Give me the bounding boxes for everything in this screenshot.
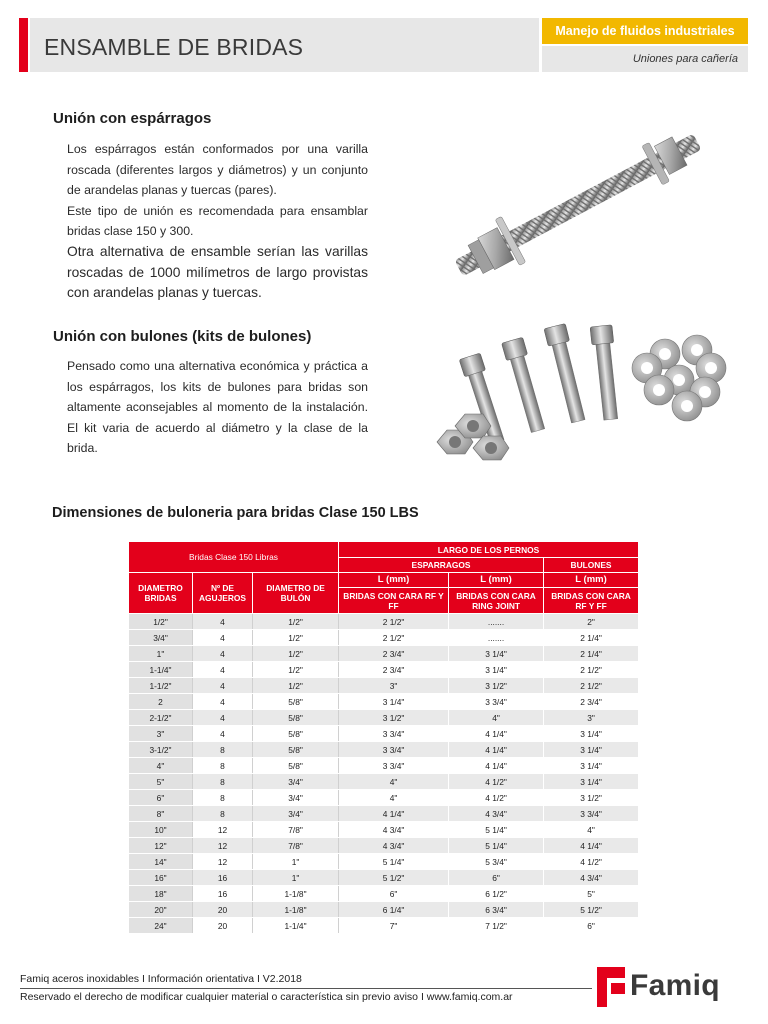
stud-bolt-image xyxy=(438,130,718,280)
bolt-kit-image xyxy=(425,322,747,482)
table-cell: 4 1/2" xyxy=(449,790,544,806)
table-cell: ....... xyxy=(449,614,544,630)
table-cell: 7" xyxy=(339,918,449,934)
header-accent-bar xyxy=(19,18,28,72)
table-cell: 3 3/4" xyxy=(449,694,544,710)
table-cell: 8 xyxy=(193,758,253,774)
table-cell: 4 1/4" xyxy=(449,726,544,742)
table-cell: 2" xyxy=(544,614,639,630)
table-cell: 20 xyxy=(193,902,253,918)
table-cell: 7 1/2" xyxy=(449,918,544,934)
table-cell: 2-1/2" xyxy=(129,710,193,726)
table-cell: 18" xyxy=(129,886,193,902)
table-cell: 4 1/4" xyxy=(449,742,544,758)
table-cell: 8 xyxy=(193,806,253,822)
table-cell: 4 1/4" xyxy=(449,758,544,774)
paragraph: Los espárragos están conformados por una varilla roscada (diferentes largos y diámetros) y un conjunto de arandelas planas y tuercas (pares). xyxy=(67,142,368,198)
table-cell: 3 3/4" xyxy=(339,726,449,742)
table-cell: 2 3/4" xyxy=(544,694,639,710)
table-cell: 20" xyxy=(129,902,193,918)
category-badge xyxy=(542,18,748,44)
table-cell: 6" xyxy=(339,886,449,902)
table-cell: 14" xyxy=(129,854,193,870)
table-cell: 1-1/2" xyxy=(129,678,193,694)
table-cell: 4 xyxy=(193,694,253,710)
table-cell: 3 1/4" xyxy=(449,662,544,678)
table-cell: 12 xyxy=(193,838,253,854)
table-cell: 4" xyxy=(129,758,193,774)
table-cell: 1/2" xyxy=(253,678,339,694)
table-row xyxy=(129,854,639,870)
table-cell: 1/2" xyxy=(253,646,339,662)
table-cell: 5/8" xyxy=(253,694,339,710)
table-cell: 4 1/4" xyxy=(544,838,639,854)
table-row xyxy=(129,918,639,934)
esparragos-header: ESPARRAGOS xyxy=(339,558,544,573)
bolt-dimensions-table xyxy=(128,541,639,934)
header-title-box xyxy=(30,18,539,72)
subcategory-box xyxy=(542,46,748,72)
table-cell: 16 xyxy=(193,886,253,902)
table-cell: 20 xyxy=(193,918,253,934)
table-cell: 4" xyxy=(339,790,449,806)
table-row xyxy=(129,902,639,918)
table-cell: 12" xyxy=(129,838,193,854)
table-cell: 6 3/4" xyxy=(449,902,544,918)
table-cell: 4" xyxy=(544,822,639,838)
table-cell: 6" xyxy=(449,870,544,886)
table-cell: 3 1/4" xyxy=(544,742,639,758)
table-cell: 3 3/4" xyxy=(339,758,449,774)
table-cell: 5/8" xyxy=(253,726,339,742)
table-cell: 1-1/8" xyxy=(253,886,339,902)
table-cell: 3-1/2" xyxy=(129,742,193,758)
paragraph: Otra alternativa de ensamble serían las varillas roscadas de 1000 milímetros de largo provistas con arandelas planas y tuercas. xyxy=(67,243,368,301)
table-cell: 2 1/4" xyxy=(544,646,639,662)
footer-info: Famiq aceros inoxidables I Información orientativa I V2.2018 xyxy=(20,973,302,985)
table-title: Dimensiones de buloneria para bridas Clase 150 LBS xyxy=(52,505,419,521)
subcategory-label: Uniones para cañería xyxy=(632,53,738,65)
table-cell: 8" xyxy=(129,806,193,822)
table-row xyxy=(129,806,639,822)
section-title-esparragos: Unión con espárragos xyxy=(53,110,212,127)
famiq-logo-icon xyxy=(597,967,631,1007)
table-cell: 3 1/4" xyxy=(544,758,639,774)
table-cell: 2 1/2" xyxy=(339,614,449,630)
footer-divider xyxy=(20,988,592,989)
table-cell: 4 3/4" xyxy=(544,870,639,886)
table-cell: 3/4" xyxy=(253,790,339,806)
table-cell: 4 1/2" xyxy=(544,854,639,870)
footer-disclaimer: Reservado el derecho de modificar cualquier material o característica sin previo aviso I www.famiq.com.ar xyxy=(20,991,513,1003)
table-row xyxy=(129,630,639,646)
section-title-bulones: Unión con bulones (kits de bulones) xyxy=(53,328,312,345)
table-cell: 3 3/4" xyxy=(544,806,639,822)
table-cell: 4 3/4" xyxy=(339,838,449,854)
table-cell: 1/2" xyxy=(253,630,339,646)
table-cell: 5 1/4" xyxy=(449,838,544,854)
table-cell: 8 xyxy=(193,774,253,790)
table-group-header: Bridas Clase 150 Libras xyxy=(129,542,339,573)
table-cell: 1/2" xyxy=(253,662,339,678)
famiq-logo xyxy=(597,967,749,1007)
table-cell: 12 xyxy=(193,822,253,838)
table-cell: 3/4" xyxy=(253,806,339,822)
table-cell: 5 3/4" xyxy=(449,854,544,870)
table-cell: 5/8" xyxy=(253,758,339,774)
table-cell: 12 xyxy=(193,854,253,870)
table-cell: 4 xyxy=(193,726,253,742)
table-row xyxy=(129,870,639,886)
table-cell: 2 1/2" xyxy=(339,630,449,646)
table-cell: 6" xyxy=(129,790,193,806)
table-cell: 1-1/4" xyxy=(129,662,193,678)
table-cell: 5" xyxy=(129,774,193,790)
table-row xyxy=(129,678,639,694)
col-rf-ff: BRIDAS CON CARA RF Y FF xyxy=(339,588,449,614)
col-bulones-rf-ff: BRIDAS CON CARA RF Y FF xyxy=(544,588,639,614)
table-cell: 4 xyxy=(193,646,253,662)
table-row xyxy=(129,838,639,854)
table-row xyxy=(129,742,639,758)
table-cell: 5 1/4" xyxy=(449,822,544,838)
table-cell: 1-1/8" xyxy=(253,902,339,918)
table-cell: 2 1/4" xyxy=(544,630,639,646)
section-text-bulones xyxy=(67,356,368,459)
largo-header: LARGO DE LOS PERNOS xyxy=(339,542,639,558)
table-cell: 4 xyxy=(193,662,253,678)
table-row xyxy=(129,646,639,662)
table-cell: 4 3/4" xyxy=(339,822,449,838)
table-cell: 3/4" xyxy=(253,774,339,790)
table-cell: 4 xyxy=(193,630,253,646)
table-cell: 2 1/2" xyxy=(544,662,639,678)
table-row xyxy=(129,758,639,774)
table-cell: 1" xyxy=(253,854,339,870)
table-cell: 1-1/4" xyxy=(253,918,339,934)
table-row xyxy=(129,726,639,742)
table-cell: 2 1/2" xyxy=(544,678,639,694)
table-cell: 16 xyxy=(193,870,253,886)
section-text-esparragos xyxy=(67,139,368,304)
col-agujeros: Nº DE AGUJEROS xyxy=(193,573,253,614)
table-cell: 5 1/4" xyxy=(339,854,449,870)
table-cell: 2 3/4" xyxy=(339,662,449,678)
table-cell: 1/2" xyxy=(129,614,193,630)
table-body xyxy=(129,614,639,934)
table-cell: 16" xyxy=(129,870,193,886)
table-cell: 5 1/2" xyxy=(544,902,639,918)
famiq-logo-text: Famiq xyxy=(630,969,720,1002)
table-row xyxy=(129,662,639,678)
table-cell: 5 1/2" xyxy=(339,870,449,886)
unit-header: L (mm) xyxy=(544,573,639,588)
table-cell: 4 1/4" xyxy=(339,806,449,822)
table-cell: 4 xyxy=(193,614,253,630)
table-cell: 3 1/2" xyxy=(339,710,449,726)
table-cell: 3 1/4" xyxy=(544,774,639,790)
table-cell: 6 1/4" xyxy=(339,902,449,918)
category-label: Manejo de fluidos industriales xyxy=(555,24,735,38)
table-row xyxy=(129,614,639,630)
table-cell: ....... xyxy=(449,630,544,646)
table-cell: 3 1/2" xyxy=(449,678,544,694)
table-cell: 3 1/4" xyxy=(544,726,639,742)
table-cell: 3/4" xyxy=(129,630,193,646)
table-cell: 2 xyxy=(129,694,193,710)
table-cell: 1/2" xyxy=(253,614,339,630)
col-diametro-bridas: DIAMETRO BRIDAS xyxy=(129,573,193,614)
table-row xyxy=(129,790,639,806)
table-cell: 8 xyxy=(193,742,253,758)
table-cell: 4" xyxy=(449,710,544,726)
table-cell: 3" xyxy=(129,726,193,742)
table-cell: 3 3/4" xyxy=(339,742,449,758)
table-cell: 3" xyxy=(339,678,449,694)
table-row xyxy=(129,886,639,902)
table-row xyxy=(129,774,639,790)
paragraph: Pensado como una alternativa económica y práctica a los espárragos, los kits de bulones para bridas son altamente aconsejables al momento de la instalación. El kit varia de acuerdo al diámetro y la clase de la brida. xyxy=(67,359,368,456)
table-cell: 7/8" xyxy=(253,822,339,838)
table-cell: 3 1/4" xyxy=(339,694,449,710)
table-cell: 24" xyxy=(129,918,193,934)
table-cell: 1" xyxy=(253,870,339,886)
table-cell: 8 xyxy=(193,790,253,806)
table-cell: 6 1/2" xyxy=(449,886,544,902)
unit-header: L (mm) xyxy=(339,573,449,588)
table-row xyxy=(129,822,639,838)
table-row xyxy=(129,694,639,710)
table-cell: 3" xyxy=(544,710,639,726)
table-cell: 3 1/4" xyxy=(449,646,544,662)
table-cell: 4 xyxy=(193,710,253,726)
table-cell: 10" xyxy=(129,822,193,838)
col-ring-joint: BRIDAS CON CARA RING JOINT xyxy=(449,588,544,614)
page-title: ENSAMBLE DE BRIDAS xyxy=(44,34,304,60)
table-cell: 1" xyxy=(129,646,193,662)
table-row xyxy=(129,710,639,726)
table-cell: 5" xyxy=(544,886,639,902)
table-cell: 4" xyxy=(339,774,449,790)
table-cell: 5/8" xyxy=(253,710,339,726)
table-cell: 4 3/4" xyxy=(449,806,544,822)
table-cell: 6" xyxy=(544,918,639,934)
table-cell: 2 3/4" xyxy=(339,646,449,662)
table-cell: 4 1/2" xyxy=(449,774,544,790)
paragraph: Este tipo de unión es recomendada para ensamblar bridas clase 150 y 300. xyxy=(67,203,368,239)
table-cell: 3 1/2" xyxy=(544,790,639,806)
table-cell: 7/8" xyxy=(253,838,339,854)
table-cell: 5/8" xyxy=(253,742,339,758)
unit-header: L (mm) xyxy=(449,573,544,588)
col-diametro-bulon: DIAMETRO DE BULÓN xyxy=(253,573,339,614)
bulones-header: BULONES xyxy=(544,558,639,573)
table-cell: 4 xyxy=(193,678,253,694)
